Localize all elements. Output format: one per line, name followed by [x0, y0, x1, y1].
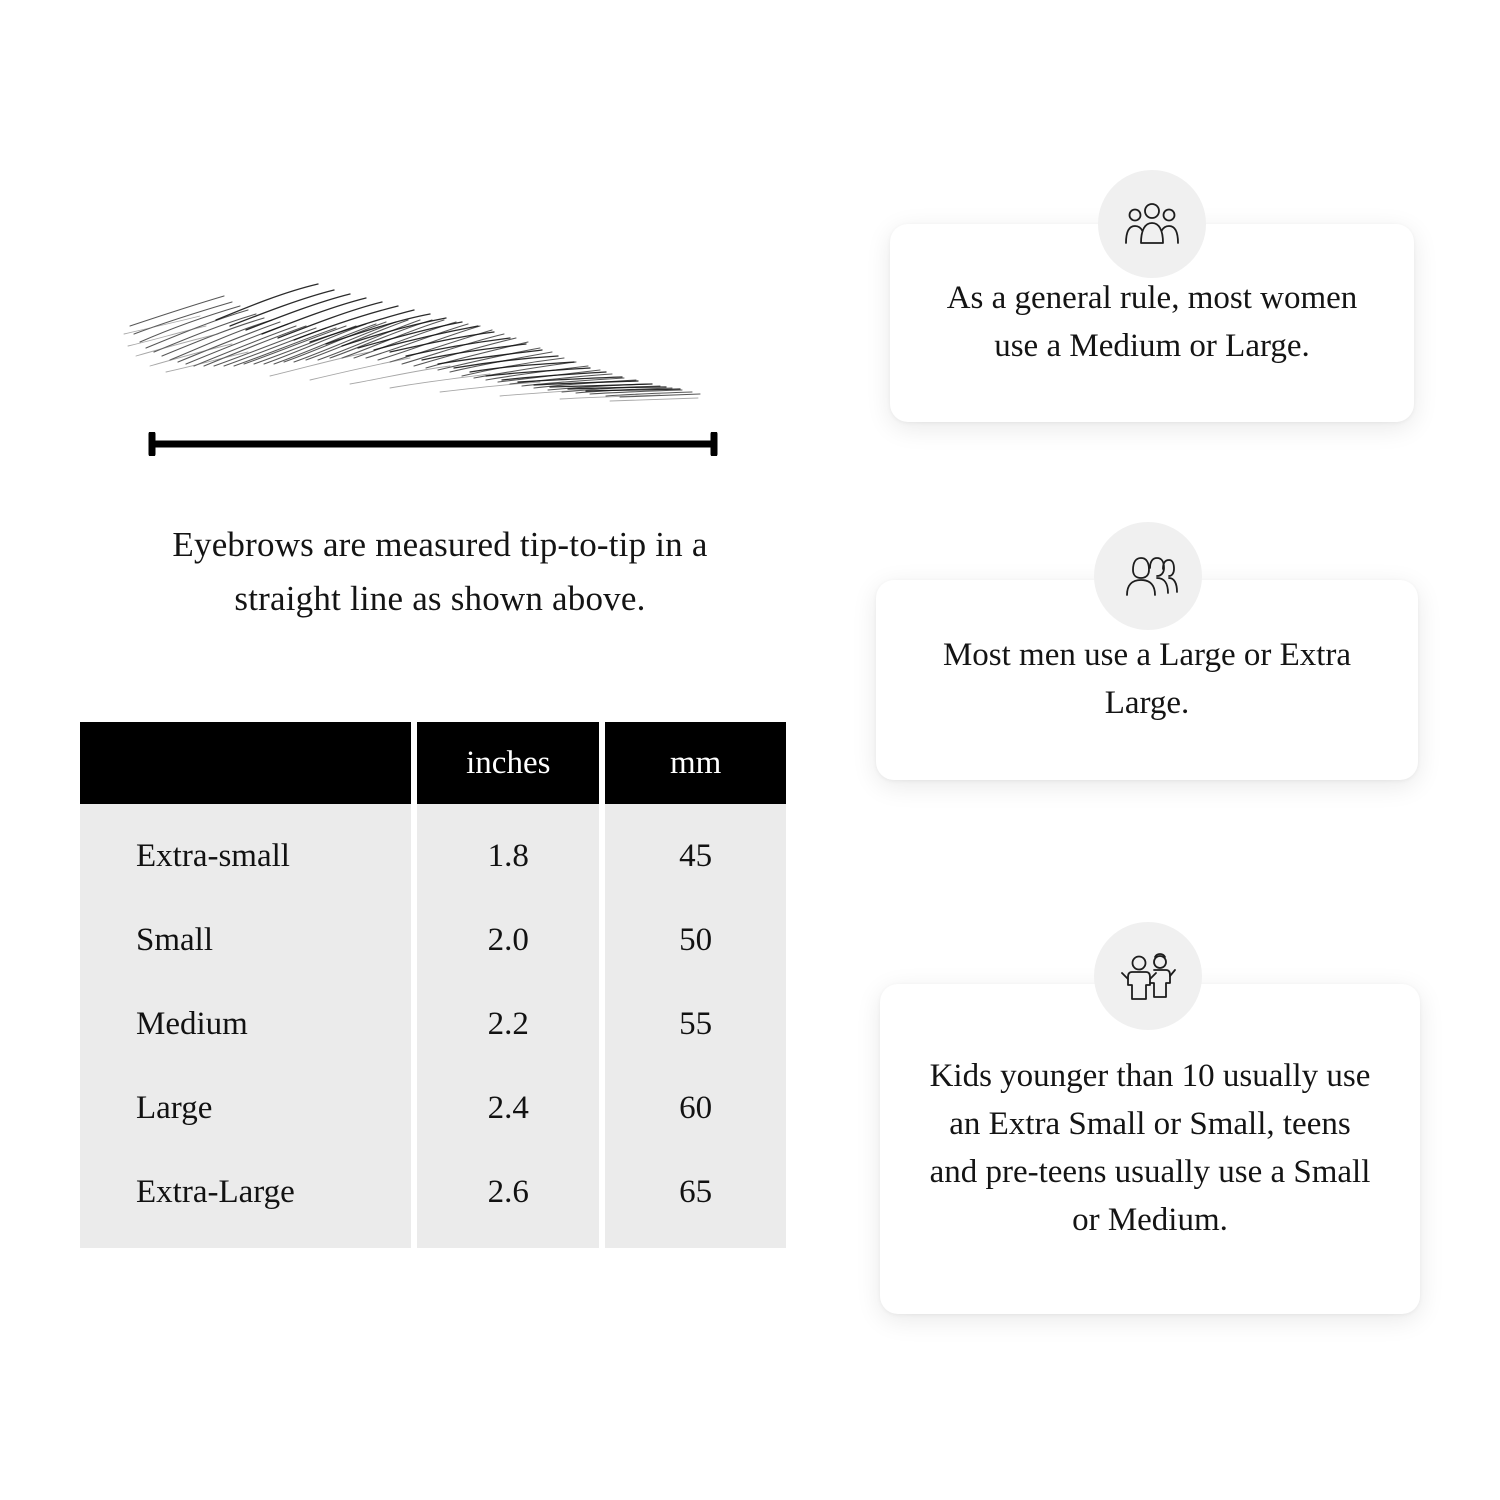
cell-mm: 65: [605, 1150, 786, 1248]
cell-size-name: Large: [80, 1066, 411, 1150]
size-chart-table: [74, 722, 792, 1248]
cell-mm: 60: [605, 1066, 786, 1150]
cell-inches: 2.2: [417, 982, 599, 1066]
measurement-caption: Eyebrows are measured tip-to-tip in a straight line as shown above.: [172, 525, 708, 619]
eyebrow-illustration: [120, 230, 740, 410]
note-text-kids: Kids younger than 10 usually use an Extra Small or Small, teens and pre-teens usually use a Small or Medium.: [929, 1058, 1371, 1238]
cell-size-name: Small: [80, 898, 411, 982]
men-group-icon: [1094, 522, 1202, 630]
cell-inches: 1.8: [417, 804, 599, 898]
table-body: [80, 804, 786, 1248]
column-header-size: [80, 722, 411, 804]
cell-mm: 45: [605, 804, 786, 898]
table-row: [80, 1150, 786, 1248]
cell-mm: 55: [605, 982, 786, 1066]
cell-inches: 2.6: [417, 1150, 599, 1248]
column-header-mm: mm: [605, 722, 786, 804]
cell-mm: 50: [605, 898, 786, 982]
tip-to-tip-measure-bar: [148, 432, 718, 456]
table-header: [80, 722, 786, 804]
cell-size-name: Medium: [80, 982, 411, 1066]
kids-icon: [1094, 922, 1202, 1030]
table-header-row: [80, 722, 786, 804]
table-row: [80, 898, 786, 982]
guidance-panel: [860, 0, 1500, 1500]
cell-size-name: Extra-Large: [80, 1150, 411, 1248]
women-group-icon: [1098, 170, 1206, 278]
table-row: [80, 804, 786, 898]
cell-inches: 2.4: [417, 1066, 599, 1150]
column-header-inches: inches: [417, 722, 599, 804]
cell-inches: 2.0: [417, 898, 599, 982]
cell-size-name: Extra-small: [80, 804, 411, 898]
note-text-men: Most men use a Large or Extra Large.: [942, 637, 1352, 721]
table-row: [80, 982, 786, 1066]
table-row: [80, 1066, 786, 1150]
note-card-kids: [880, 984, 1420, 1314]
note-text-women: As a general rule, most women use a Medium or Large.: [946, 280, 1358, 364]
